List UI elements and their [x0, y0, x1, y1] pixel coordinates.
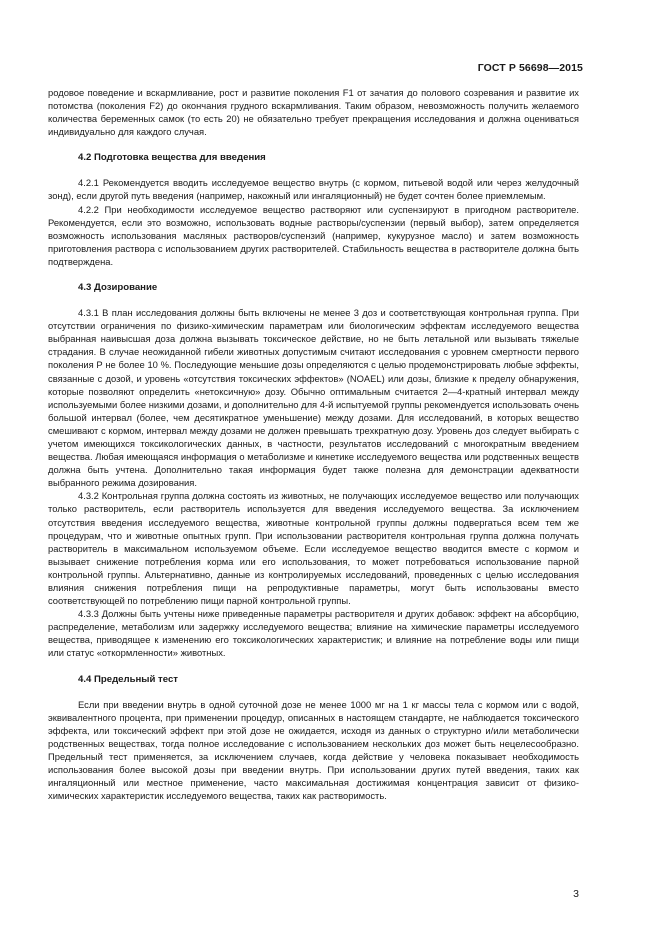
document-body	[48, 86, 579, 802]
section-heading-4-3: 4.3 Дозирование	[78, 282, 158, 294]
paragraph-4-3-3: 4.3.3 Должны быть учтены ниже приведенные параметры растворителя и других добавок: эффект на абсорбцию, распределение, метаболизм или задержку исследуемого вещества; влияние на химические параметры исследуемого вещества, приводящее к изменению его токсикологических характеристик; и влияние на потребление воды или пищи или статус «откормленности» животных.	[48, 608, 579, 659]
paragraph-4-3-2: 4.3.2 Контрольная группа должна состоять из животных, не получающих исследуемое вещество или получающих только растворитель, если растворитель используется для введения исследуемого вещества. За исключением отсутствия введения исследуемого вещества, животные контрольной группы должны подвергаться всем тем же процедурам, что и животные опытных групп. При использовании растворителя контрольная группа должна получать растворитель в максимальном используемом объеме. Если исследуемое вещество вводится вместе с кормом и вызывает снижение потребления корма или его использования, то может потребоваться использование парной контрольной группы. Альтернативно, данные из контролируемых исследований, проведенных с целью исследования влияния снижения потребления пищи на репродуктивные параметры, могут быть использованы вместо соответствующей по потреблению пищи парной контрольной группы.	[48, 490, 579, 607]
page-number: 3	[573, 888, 579, 900]
paragraph-4-3-1: 4.3.1 В план исследования должны быть включены не менее 3 доз и соответствующая контрольная группа. При отсутствии ограничения по физико-химическим параметрам или биологическим эффектам исследуемого вещества выбранная наивысшая доза должна вызывать токсическое действие, но не быть летальной или вызывать тяжелые страдания. В случае неожиданной гибели животных допустимым считают исследования с уровнем смертности первого поколения Р не более 10 %. Последующие меньшие дозы определяются с целью продемонстрировать любые эффекты, связанные с дозой, и уровень «отсутствия токсических эффектов» (NOAEL) или дозы, близкие к пределу обнаружения, которые позволяют определить «нетоксичную» дозу. Обычно оптимальным считается 2—4-кратный интервал между используемыми более низкими дозами, и дополнительно для 4-й испытуемой группы рекомендуется использовать очень большой интервал (более, чем десятикратное уменьшение) между дозами. Для исследований, в которых вещество смешивают с кормом, интервал между дозами не должен превышать трехкратную дозу. Уровень доз следует выбирать с учетом имеющихся токсикологических данных, в частности, результатов исследований с многократным введением вещества. Любая имеющаяся информация о метаболизме и кинетике исследуемого вещества или родственных веществ должна быть учтена. Дополнительно такая информация будет также полезна для демонстрации адекватности выбранного режима дозирования.	[48, 307, 579, 489]
paragraph-4-4: Если при введении внутрь в одной суточной дозе не менее 1000 мг на 1 кг массы тела с кормом или с водой, эквивалентного процента, при применении процедур, описанных в настоящем стандарте, не наблюдается токсического эффекта, или токсический эффект при этой дозе не ожидается, исходя из данных о структурно и/или метаболически родственных веществах, тогда полное исследование с использованием нескольких доз может быть нецелесообразно. Предельный тест применяется, за исключением случаев, когда действие у человека показывает необходимость использования более высокой дозы при введении внутрь. При использовании других путей введения, таких как ингаляционный или местное применение, часто максимальная достижимая концентрация зависит от физико-химических характеристик исследуемого вещества, таких как растворимость.	[48, 698, 579, 802]
section-heading-4-2: 4.2 Подготовка вещества для введения	[78, 152, 266, 164]
paragraph-4-2-2: 4.2.2 При необходимости исследуемое вещество растворяют или суспензируют в пригодном растворителе. Рекомендуется, если это возможно, использовать водные растворы/суспензии (первый выбор), затем определяется возможность использования масляных растворов/суспензий (например, кукурузное масло) и затем возможность приготовления раствора с использованием других растворителей. Стабильность вещества в растворителе должна быть подтверждена.	[48, 203, 579, 267]
paragraph-4-2-1: 4.2.1 Рекомендуется вводить исследуемое вещество внутрь (с кормом, питьевой водой или через желудочный зонд), если другой путь введения (например, накожный или ингаляционный) не будет сочтен более приемлемым.	[48, 177, 579, 202]
intro-paragraph: родовое поведение и вскармливание, рост и развитие поколения F1 от зачатия до полового созревания и развитие их потомства (поколения F2) до окончания грудного вскармливания. Таким образом, невозможность получить желаемого количества беременных самок (то есть 20) не обязательно требует прекращения исследования и должна оцениваться индивидуально для каждого случая.	[48, 87, 579, 138]
section-heading-4-4: 4.4 Предельный тест	[78, 673, 179, 685]
document-header: ГОСТ Р 56698—2015	[477, 62, 583, 74]
